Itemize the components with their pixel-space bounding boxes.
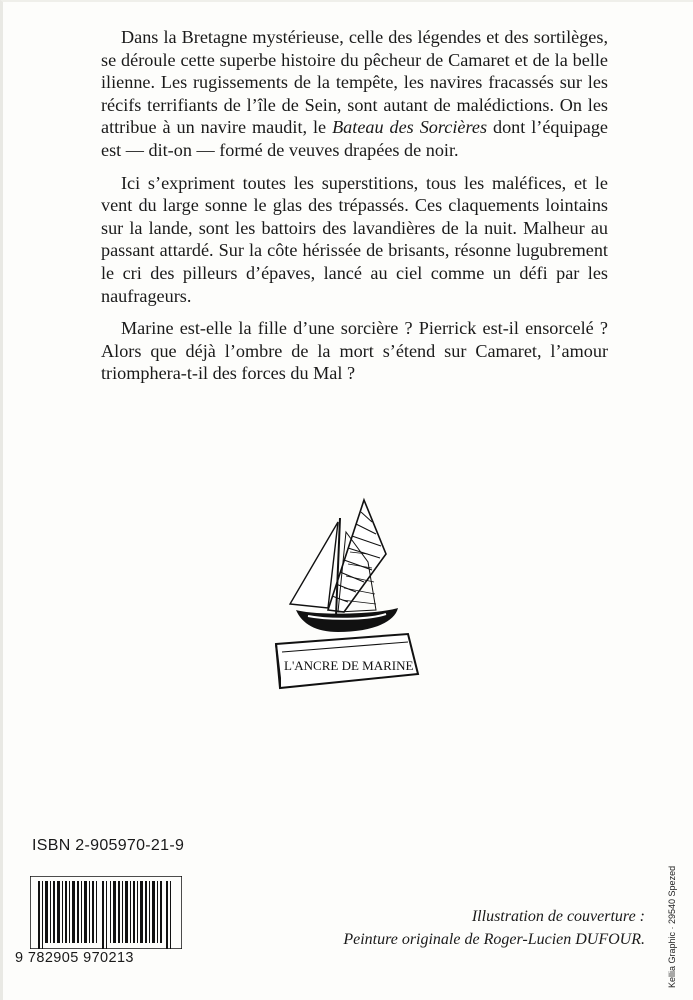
isbn: ISBN 2-905970-21-9 [32,837,185,854]
barcode-icon [30,876,182,949]
back-cover-blurb [101,26,608,395]
credit-line-2: Peinture originale de Roger-Lucien DUFOUR. [343,931,645,948]
cover-credit [343,905,645,951]
printer-imprint: Kellia Graphic · 29540 Spezed [667,865,677,988]
blurb-paragraph-3: Marine est-elle la fille d’une sorcière ? Pierrick est-il ensorcelé ? Alors que déjà l’ombre de la mort s’étend sur Camaret, l’amour triomphera-t-il des forces du Mal ? [101,318,608,384]
blurb-text: dont l’équipage est — dit-on — formé de veuves drapées de noir. [101,117,609,160]
barcode-digits: 9 782905 970213 [15,950,134,966]
blurb-text: Dans la Bretagne mystérieuse, celle des légendes et des sortilèges, se déroule cette superbe histoire du pêcheur de Camaret et de la belle ilienne. Les rugissements de la tempête, les navires fracassés sur les récifs terrifiants de l’île de Sein, sont autant de malédictions. On les attribue à un navire maudit, le [101,27,608,138]
credit-line-1: Illustration de couverture : [471,908,645,925]
sailboat-on-book-icon [268,492,422,692]
blurb-paragraph-1 [101,26,608,162]
blurb-paragraph-2: Ici s’expriment toutes les superstitions, tous les maléfices, et le vent du large sonne le glas des trépassés. Ces claquements lointains sur la lande, sont les battoirs des lavandières de la nuit. Malheur au passant attardé. Sur la côte hérissée de brisants, résonne lugubrement le cri des pilleurs d’épaves, lancé au ciel comme un défi par les naufrageurs. [101,172,608,306]
ship-name: Bateau des Sorcières [332,117,488,138]
publisher-name: L'ANCRE DE MARINE [284,658,414,673]
